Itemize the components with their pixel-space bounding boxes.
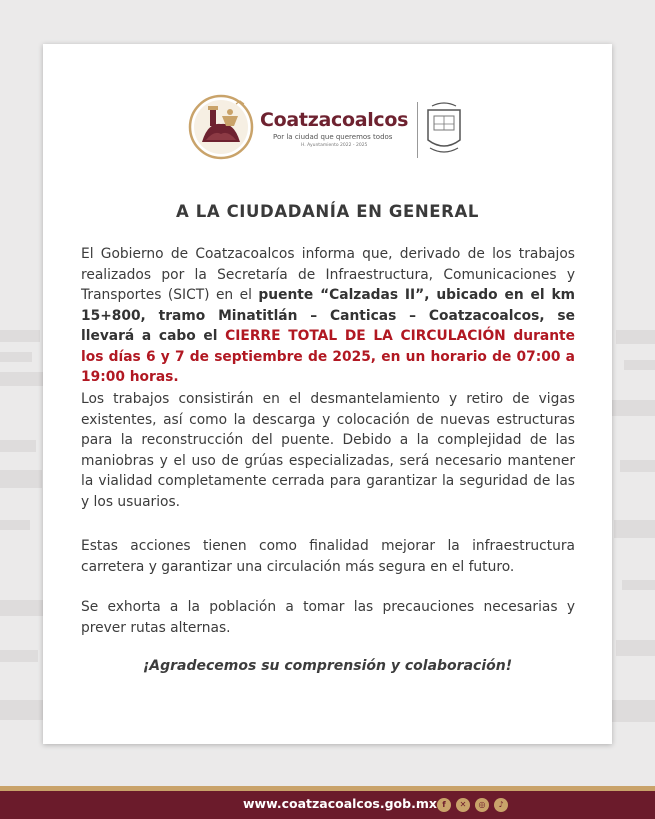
footer-bar	[0, 791, 655, 819]
municipal-seal-icon	[424, 100, 464, 158]
notice-heading: A LA CIUDADANÍA EN GENERAL	[176, 202, 479, 221]
paragraph-announcement	[81, 244, 575, 388]
announcement-closure: CIERRE TOTAL DE LA CIRCULACIÓN durante los días 6 y 7 de septiembre de 2025, en un horario de 07:00 a 19:00 horas.	[81, 328, 575, 385]
brand-tagline: Por la ciudad que queremos todos	[273, 133, 393, 141]
announcement-intro: El Gobierno de Coatzacoalcos informa que, derivado de los trabajos realizados por la Secretaría de Infraestructura, Comunicaciones y Transportes (SICT) en el	[81, 246, 575, 303]
paragraph-advice: Se exhorta a la población a tomar las precauciones necesarias y prever rutas alternas.	[81, 599, 575, 636]
tiktok-icon[interactable]: ♪	[494, 798, 508, 812]
notice-card	[43, 44, 612, 744]
closing-message: ¡Agradecemos su comprensión y colaboración!	[142, 658, 513, 674]
coatzacoalcos-emblem-icon	[188, 94, 254, 160]
announcement-location: puente “Calzadas II”, ubicado en el km 15+800, tramo Minatitlán – Canticas – Coatzacoalcos, se llevará a cabo el	[81, 287, 575, 344]
paragraph-works: Los trabajos consistirán en el desmantelamiento y retiro de vigas existentes, así como la descarga y colocación de nuevas estructuras para la reconstrucción del puente. Debido a la complejidad de las maniobras y el uso de grúas especializadas, será necesario mantener la vialidad completamente cerrada para garantizar la seguridad de las y los usuarios.	[81, 391, 575, 510]
logo-header	[188, 94, 488, 204]
brand-subtitle: H. Ayuntamiento 2022 - 2025	[301, 143, 368, 148]
paragraph-purpose: Estas acciones tienen como finalidad mejorar la infraestructura carretera y garantizar una circulación más segura en el futuro.	[81, 538, 575, 575]
website-link[interactable]: www.coatzacoalcos.gob.mx	[243, 796, 437, 811]
brand-name: Coatzacoalcos	[260, 109, 409, 131]
logo-divider	[417, 102, 418, 158]
instagram-icon[interactable]: ◎	[475, 798, 489, 812]
facebook-icon[interactable]: f	[437, 798, 451, 812]
x-icon[interactable]: ✕	[456, 798, 470, 812]
